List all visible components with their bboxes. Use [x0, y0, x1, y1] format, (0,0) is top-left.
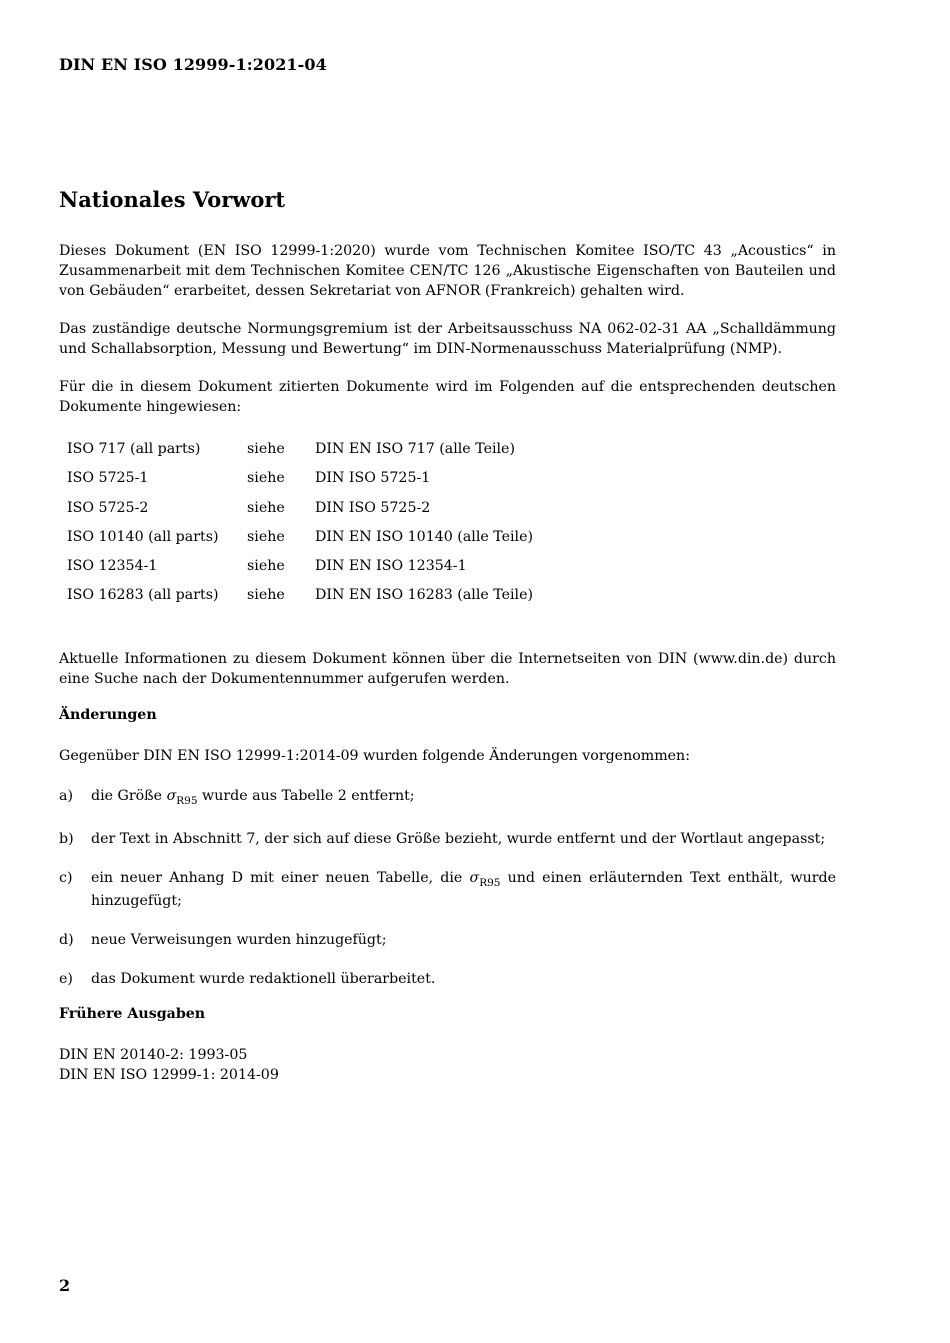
paragraph-changes-intro: Gegenüber DIN EN ISO 12999-1:2014-09 wurden folgende Änderungen vorgenommen: [59, 748, 690, 764]
table-row [59, 556, 615, 585]
din-reference: DIN EN ISO 12354-1 [315, 558, 467, 575]
reference-separator: siehe [247, 470, 285, 487]
iso-reference: ISO 5725-1 [67, 470, 149, 487]
list-item-label: d) [59, 932, 74, 948]
table-row [59, 585, 615, 614]
din-reference: DIN EN ISO 717 (alle Teile) [315, 441, 515, 457]
reference-table [59, 439, 615, 615]
table-row [59, 498, 615, 527]
din-reference: DIN ISO 5725-2 [315, 499, 431, 516]
reference-separator: siehe [247, 587, 285, 604]
document-header-id: DIN EN ISO 12999-1:2021-04 [59, 55, 327, 74]
previous-edition: DIN EN ISO 12999-1: 2014-09 [59, 1067, 279, 1083]
list-item-label: a) [59, 788, 73, 804]
iso-reference: ISO 717 (all parts) [67, 441, 201, 457]
paragraph-standards-body: Das zuständige deutsche Normungsgremium ist der Arbeitsausschuss NA 062-02-31 AA „Schalldämmung und Schallabsorption, Messung und Bewertung“ im DIN-Normenausschuss Materialprüfung (NMP). [59, 321, 836, 357]
page-number: 2 [59, 1276, 71, 1295]
paragraph-committee: Dieses Dokument (EN ISO 12999-1:2020) wurde vom Technischen Komitee ISO/TC 43 „Acoustics“ in Zusammenarbeit mit dem Technischen Komitee CEN/TC 126 „Akustische Eigenschaften von Bauteilen und von Gebäuden“ erarbeitet, dessen Sekretariat von AFNOR (Frankreich) gehalten wird. [59, 243, 836, 299]
sigma-symbol: $\sigma_{R95}$ [166, 788, 198, 807]
previous-editions-list [59, 1045, 279, 1085]
iso-reference: ISO 12354-1 [67, 558, 158, 575]
din-reference: DIN EN ISO 16283 (alle Teile) [315, 587, 534, 604]
paragraph-online-info: Aktuelle Informationen zu diesem Dokument können über die Internetseiten von DIN (www.din.de) durch eine Suche nach der Dokumentennummer aufgerufen werden. [59, 651, 836, 687]
reference-separator: siehe [247, 558, 285, 575]
din-reference: DIN EN ISO 10140 (alle Teile) [315, 528, 534, 545]
reference-separator: siehe [247, 499, 285, 516]
table-row [59, 527, 615, 556]
din-reference: DIN ISO 5725-1 [315, 470, 431, 487]
changes-heading: Änderungen [59, 707, 157, 723]
sigma-symbol: $\sigma_{R95}$ [469, 870, 501, 889]
iso-reference: ISO 5725-2 [67, 499, 149, 516]
list-item-text: das Dokument wurde redaktionell überarbeitet. [91, 971, 436, 987]
reference-separator: siehe [247, 528, 285, 545]
list-item-label: c) [59, 870, 73, 886]
iso-reference: ISO 16283 (all parts) [67, 587, 219, 604]
list-item-text: ein neuer Anhang D mit einer neuen Tabelle, die $\sigma_{R95}$ und einen erläuternden Text enthält, wurde hinzugefügt; [91, 870, 836, 909]
list-item-text: neue Verweisungen wurden hinzugefügt; [91, 932, 387, 948]
iso-reference: ISO 10140 (all parts) [67, 528, 219, 545]
previous-edition: DIN EN 20140-2: 1993-05 [59, 1047, 248, 1063]
list-item-text: die Größe $\sigma_{R95}$ wurde aus Tabelle 2 entfernt; [91, 788, 415, 807]
list-item-label: b) [59, 831, 74, 847]
reference-separator: siehe [247, 441, 285, 457]
previous-editions-heading: Frühere Ausgaben [59, 1006, 206, 1022]
table-row [59, 468, 615, 497]
list-item-text: der Text in Abschnitt 7, der sich auf diese Größe bezieht, wurde entfernt und der Wortlaut angepasst; [91, 831, 826, 847]
table-row [59, 439, 615, 468]
page-title: Nationales Vorwort [59, 187, 286, 212]
paragraph-references-intro: Für die in diesem Dokument zitierten Dokumente wird im Folgenden auf die entsprechenden deutschen Dokumente hingewiesen: [59, 379, 836, 415]
list-item-label: e) [59, 971, 73, 987]
